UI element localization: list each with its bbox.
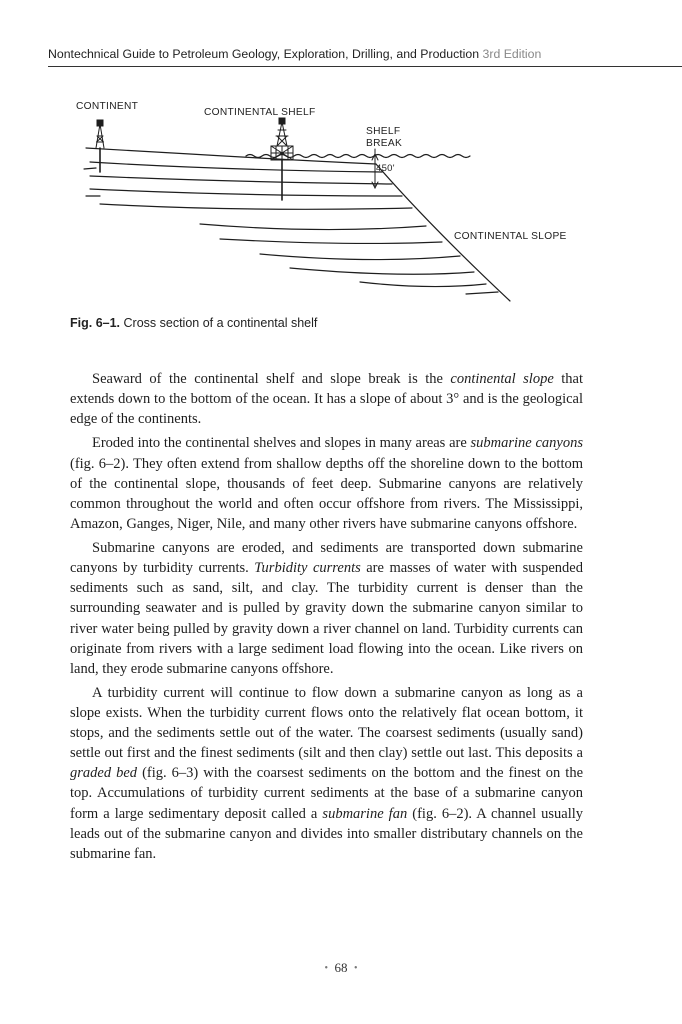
strata-line xyxy=(90,176,392,184)
text-run: (fig. 6–2). They often extend from shallow depths off the shoreline down to the bottom of the continental slope, thousands of feet deep. Submarine canyons are relatively common throughout the world and often occur offshore from rivers. The Mississippi, Amazon, Ganges, Niger, Nile, and many other rivers have submarine canyons offshore. xyxy=(70,455,583,532)
term-turbidity-currents: Turbidity currents xyxy=(254,560,361,577)
paragraph xyxy=(70,683,583,864)
figure-caption xyxy=(70,316,317,330)
strata-line xyxy=(90,162,382,172)
strata-line xyxy=(100,204,412,209)
continental-shelf-figure xyxy=(70,96,590,306)
body-text xyxy=(70,369,583,868)
strata-line xyxy=(290,268,474,274)
text-run: that extends down to the bottom of the ocean. It has a slope of about 3° and is the geological edge of the continents. xyxy=(70,371,584,428)
text-run: (fig. 6–2). A channel usually leads out of the submarine canyon and divides into smaller distributary channels on the submarine fan. xyxy=(70,805,584,862)
continental-slope-label: CONTINENTAL SLOPE xyxy=(454,231,567,242)
strata-line xyxy=(360,282,486,287)
text-run: Seaward of the continental shelf and slope break is the xyxy=(92,371,451,387)
continent-label: CONTINENT xyxy=(76,101,139,112)
figure-number: Fig. 6–1. xyxy=(70,316,121,330)
text-run: are masses of water with suspended sediments such as sand, silt, and clay. The turbidity current is denser than the surrounding seawater and is pulled by gravity down the submarine canyon similar to river water being pulled by gravity down a river channel on land. Turbidity currents can originate from rivers with a large sediment load flowing into the ocean. Like rivers on land, they erode submarine canyons offshore. xyxy=(70,560,583,677)
edition-label: 3rd Edition xyxy=(482,47,542,61)
strata-line xyxy=(220,239,442,243)
paragraph xyxy=(70,538,583,679)
figure-caption-text: Cross section of a continental shelf xyxy=(123,316,318,330)
strata-line xyxy=(260,254,460,260)
term-continental-slope: continental slope xyxy=(450,371,554,387)
onshore-derrick-icon xyxy=(96,120,104,172)
term-submarine-fan: submarine fan xyxy=(322,805,408,822)
strata-line xyxy=(90,189,402,196)
term-submarine-canyons: submarine canyons xyxy=(470,435,583,452)
term-graded-bed: graded bed xyxy=(70,765,138,782)
strata-line xyxy=(466,292,498,294)
page-number-footer xyxy=(0,960,682,976)
page-number: 68 xyxy=(334,960,348,975)
break-label: BREAK xyxy=(366,138,403,149)
bullet-right: • xyxy=(354,963,358,974)
strata-line xyxy=(84,168,96,169)
paragraph xyxy=(70,369,583,429)
text-run: Eroded into the continental shelves and slopes in many areas are xyxy=(92,435,471,452)
book-title: Nontechnical Guide to Petroleum Geology, Exploration, Drilling, and Production xyxy=(48,47,480,61)
running-header xyxy=(48,47,682,61)
text-run: (fig. 6–3) with the coarsest sediments on the bottom and the finest on the top. Accumulations of turbidity current sediments at the base of a submarine canyon form a large sedimentary deposit called a xyxy=(70,765,583,822)
header-rule xyxy=(48,66,682,67)
cross-section-drawing xyxy=(70,96,590,306)
bullet-left: • xyxy=(324,963,328,974)
depth-label: 450' xyxy=(376,163,395,174)
text-run: A turbidity current will continue to flow down a submarine canyon as long as a slope exists. When the turbidity current flows onto the relatively flat ocean bottom, it stops, and the sediments settle out of the water. The coarsest sediments (usually sand) settle out first and the finest sediments (silt and then clay) settle out last. This deposits a xyxy=(70,684,583,762)
continental-shelf-label: CONTINENTAL SHELF xyxy=(204,107,316,118)
shelf-label: SHELF xyxy=(366,126,401,137)
paragraph xyxy=(70,433,583,533)
shelf-surface-line xyxy=(86,148,376,164)
text-run: Submarine canyons are eroded, and sediments are transported down submarine canyons by turbidity currents. xyxy=(70,540,583,577)
strata-line xyxy=(200,224,426,230)
